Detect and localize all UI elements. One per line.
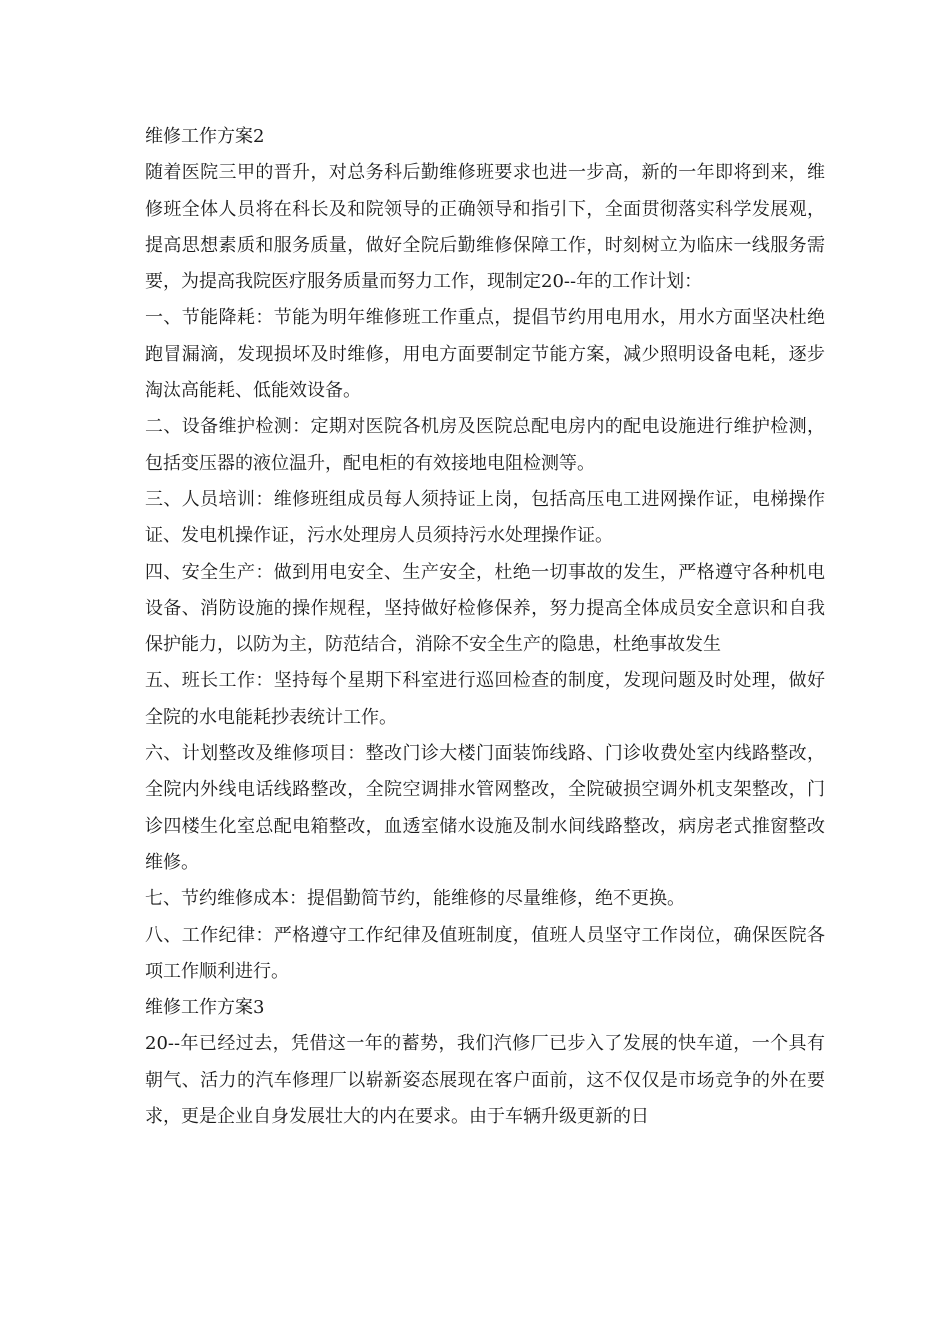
- item-rectification-projects: 六、计划整改及维修项目：整改门诊大楼门面装饰线路、门诊收费处室内线路整改，全院内外线电话线路整改，全院空调排水管网整改，全院破损空调外机支架整改，门诊四楼生化室总配电箱整改，血透室储水设施及制水间线路整改，病房老式推窗整改维修。: [145, 743, 825, 873]
- item-staff-training: 三、人员培训：维修班组成员每人须持证上岗，包括高压电工进网操作证，电梯操作证、发电机操作证，污水处理房人员须持污水处理操作证。: [145, 488, 825, 547]
- item-equipment-maintenance: 二、设备维护检测：定期对医院各机房及医院总配电房内的配电设施进行维护检测，包括变压器的液位温升，配电柜的有效接地电阻检测等。: [145, 416, 825, 474]
- item-cost-saving: 七、节约维修成本：提倡勤简节约，能维修的尽量维修，绝不更换。: [145, 888, 685, 910]
- document-page: [145, 119, 825, 1135]
- item-safety-production: 四、安全生产：做到用电安全、生产安全，杜绝一切事故的发生，严格遵守各种机电设备、消防设施的操作规程，坚持做好检修保养，努力提高全体成员安全意识和自我保护能力，以防为主，防范结合，消除不安全生产的隐患，杜绝事故发生: [145, 561, 825, 656]
- item-energy-saving: 一、节能降耗：节能为明年维修班工作重点，提倡节约用电用水，用水方面坚决杜绝跑冒漏滴，发现损坏及时维修，用电方面要制定节能方案，减少照明设备电耗，逐步淘汰高能耗、低能效设备。: [145, 307, 825, 402]
- plan-3-paragraph: 20--年已经过去，凭借这一年的蓄势，我们汽修厂已步入了发展的快车道，一个具有朝气、活力的汽车修理厂以崭新姿态展现在客户面前，这不仅仅是市场竞争的外在要求，更是企业自身发展壮大的内在要求。由于车辆升级更新的日: [145, 1033, 825, 1128]
- intro-paragraph: 随着医院三甲的晋升，对总务科后勤维修班要求也进一步高，新的一年即将到来，维修班全体人员将在科长及和院领导的正确领导和指引下，全面贯彻落实科学发展观，提高思想素质和服务质量，做好全院后勤维修保障工作，时刻树立为临床一线服务需要，为提高我院医疗服务质量而努力工作，现制定20--年的工作计划：: [145, 162, 825, 293]
- section-heading-plan-2: 维修工作方案2: [145, 126, 265, 147]
- section-heading-plan-3: 维修工作方案3: [145, 997, 265, 1019]
- item-team-leader-work: 五、班长工作：坚持每个星期下科室进行巡回检查的制度，发现问题及时处理，做好全院的水电能耗抄表统计工作。: [145, 670, 825, 728]
- item-work-discipline: 八、工作纪律：严格遵守工作纪律及值班制度，值班人员坚守工作岗位，确保医院各项工作顺利进行。: [145, 924, 825, 982]
